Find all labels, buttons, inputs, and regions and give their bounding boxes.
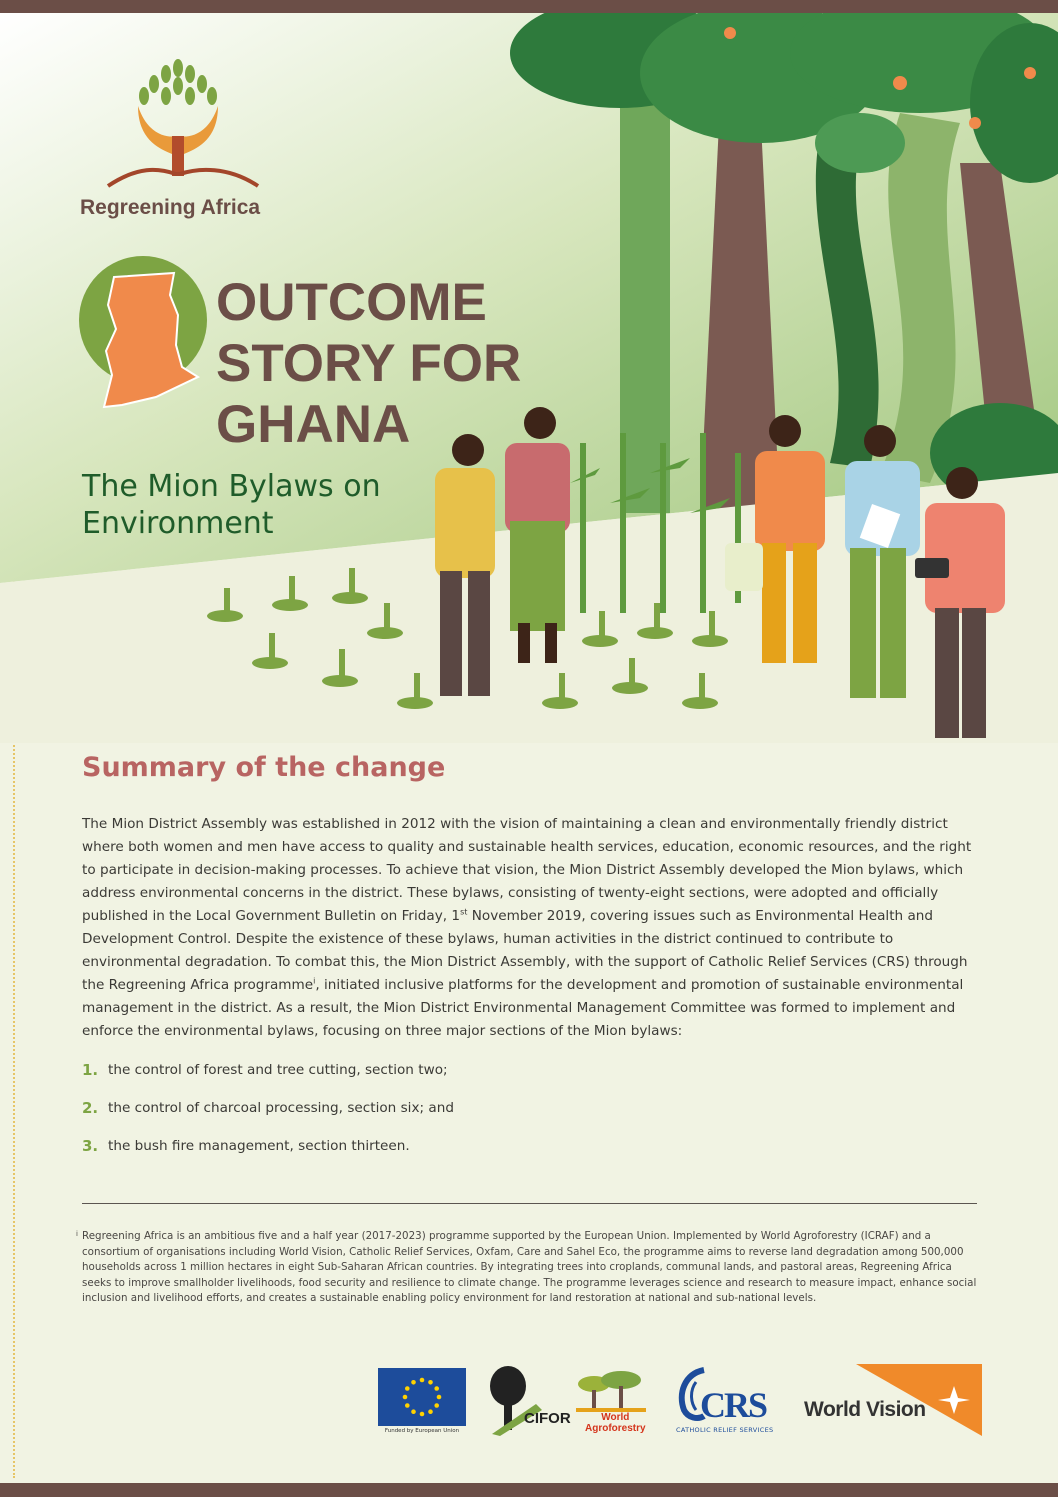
page-title xyxy=(216,272,521,455)
footnote xyxy=(76,1229,982,1307)
top-border xyxy=(0,0,1058,13)
footnote-ref[interactable]: i xyxy=(313,976,316,986)
list-number: 3. xyxy=(82,1137,99,1155)
brand-name: Regreening Africa xyxy=(80,196,261,219)
world-vision-name: World Vision xyxy=(804,1398,926,1421)
summary-text-3: , initiated inclusive platforms for the development and promotion of sustainable environmental management in the district. As a result, the Mion District Environmental Management Committee was formed to implement and enforce the environmental bylaws, focusing on three major sections of the Mion bylaws: xyxy=(82,977,964,1039)
page-subtitle xyxy=(82,468,381,542)
cifor-name: CIFOR xyxy=(524,1410,571,1427)
list-text: the bush fire management, section thirteen. xyxy=(108,1138,410,1154)
wa-line-1: World xyxy=(601,1412,630,1423)
bottom-border xyxy=(0,1483,1058,1497)
bylaw-sections-list xyxy=(82,1058,454,1172)
list-text: the control of forest and tree cutting, section two; xyxy=(108,1062,448,1078)
footnote-marker: i xyxy=(76,1230,78,1238)
title-line-2: STORY FOR xyxy=(216,334,522,393)
world-vision-logo-icon xyxy=(856,1364,982,1436)
crs-name: CRS xyxy=(700,1385,767,1425)
footnote-divider xyxy=(82,1203,977,1204)
subtitle-line-1: The Mion Bylaws on xyxy=(82,469,381,504)
title-line-1: OUTCOME xyxy=(216,273,487,332)
superscript-st: st xyxy=(460,907,468,917)
summary-heading: Summary of the change xyxy=(82,752,446,783)
list-text: the control of charcoal processing, section six; and xyxy=(108,1100,454,1116)
summary-paragraph xyxy=(82,813,982,1043)
list-number: 1. xyxy=(82,1061,99,1079)
summary-text-1: The Mion District Assembly was established in 2012 with the vision of maintaining a clean and environmentally friendly district where both women and men have access to quality and sustainable health services, education, economic resources, and the right to participate in decision-making processes. To achieve that vision, the Mion District Assembly developed the Mion bylaws, which address environmental concerns in the district. These bylaws, consisting of twenty-eight sections, were adopted and officially published in the Local Government Bulletin on Friday, 1 xyxy=(82,816,972,924)
list-item xyxy=(82,1134,454,1172)
eu-caption: Funded by European Union xyxy=(384,1428,460,1434)
list-item xyxy=(82,1058,454,1096)
partner-logos xyxy=(378,1364,988,1444)
eu-flag-icon xyxy=(378,1368,466,1426)
list-number: 2. xyxy=(82,1099,99,1117)
ghana-map-icon xyxy=(78,255,218,415)
subtitle-line-2: Environment xyxy=(82,506,274,541)
crs-subtitle: CATHOLIC RELIEF SERVICES xyxy=(676,1426,774,1434)
world-agroforestry-name xyxy=(585,1412,646,1434)
summary-text-2: November 2019, covering issues such as Environmental Health and Development Control. Despite the existence of these bylaws, human activities in the district continued to contribute to environmental degradation. To combat this, the Mion District Assembly, with the support of Catholic Relief Services (CRS) through the Regreening Africa programme xyxy=(82,908,968,993)
wa-line-2: Agroforestry xyxy=(585,1423,646,1434)
title-line-3: GHANA xyxy=(216,395,411,454)
list-item xyxy=(82,1096,454,1134)
footnote-text: Regreening Africa is an ambitious five and a half year (2017-2023) programme supported by the European Union. Implemented by World Agroforestry (ICRAF) and a consortium of organisations including World Vision, Catholic Relief Services, Oxfam, Care and Sahel Eco, the programme aims to reverse land degradation among 500,000 households across 1 million hectares in eight Sub-Saharan African countries. By integrating trees into croplands, communal lands, and pastoral areas, Regreening Africa seeks to improve smallholder livelihoods, food security and resilience to climate change. The programme leverages science and research to measure impact, enhance social inclusion and livelihood efforts, and creates a sustainable enabling policy environment for land restoration at national and sub-national levels. xyxy=(82,1230,977,1304)
